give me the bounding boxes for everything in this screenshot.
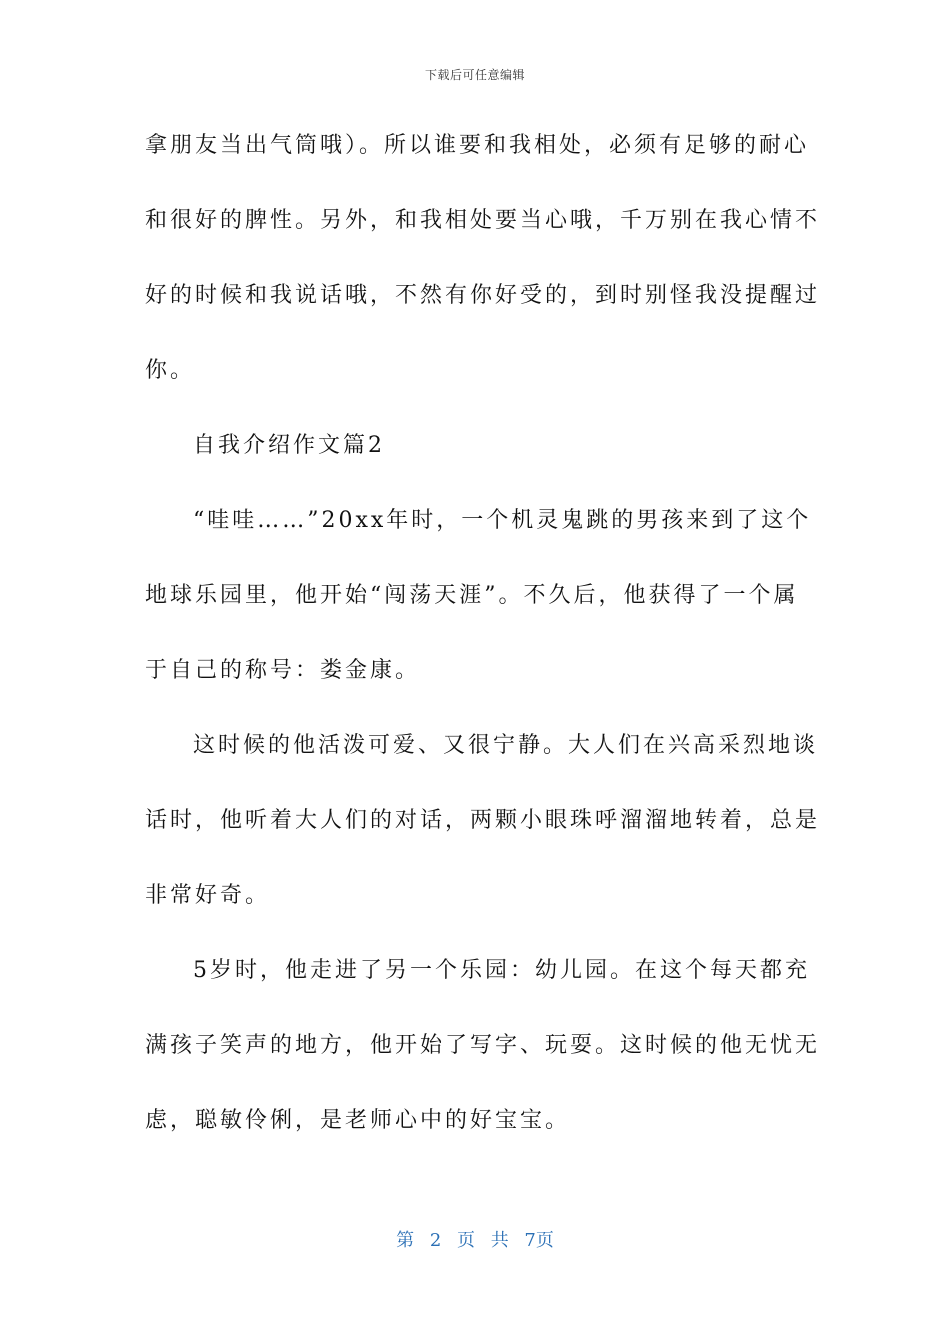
paragraph-line: 地球乐园里，他开始“闯荡天涯”。不久后，他获得了一个属 xyxy=(145,583,799,608)
paragraph-line: 拿朋友当出气筒哦）。所以谁要和我相处，必须有足够的耐心 xyxy=(145,133,810,158)
paragraph-line: 满孩子笑声的地方，他开始了写字、玩耍。这时候的他无忧无 xyxy=(145,1033,821,1058)
paragraph-line: 这时候的他活泼可爱、又很宁静。大人们在兴高采烈地谈 xyxy=(193,733,819,758)
document-body xyxy=(145,116,821,1166)
paragraph-line: 你。 xyxy=(145,358,196,383)
page-header: 下载后可任意编辑 xyxy=(424,68,525,82)
paragraph-line: 于自己的称号：娄金康。 xyxy=(145,658,421,683)
paragraph-line: “哇哇……”20xx年时，一个机灵鬼跳的男孩来到了这个 xyxy=(193,508,812,533)
paragraph-line: 虑，聪敏伶俐，是老师心中的好宝宝。 xyxy=(145,1108,571,1133)
paragraph-line: 5岁时，他走进了另一个乐园：幼儿园。在这个每天都充 xyxy=(193,958,810,983)
section-heading: 自我介绍作文篇2 xyxy=(193,433,385,458)
page-number-footer: 第 2 页 共 7页 xyxy=(396,1230,554,1251)
paragraph-line: 话时，他听着大人们的对话，两颗小眼珠呼溜溜地转着，总是 xyxy=(145,808,821,833)
paragraph-line: 好的时候和我说话哦，不然有你好受的，到时别怪我没提醒过 xyxy=(145,283,821,308)
paragraph-line: 和很好的脾性。另外，和我相处要当心哦，千万别在我心情不 xyxy=(145,208,821,233)
paragraph-line: 非常好奇。 xyxy=(145,883,271,908)
